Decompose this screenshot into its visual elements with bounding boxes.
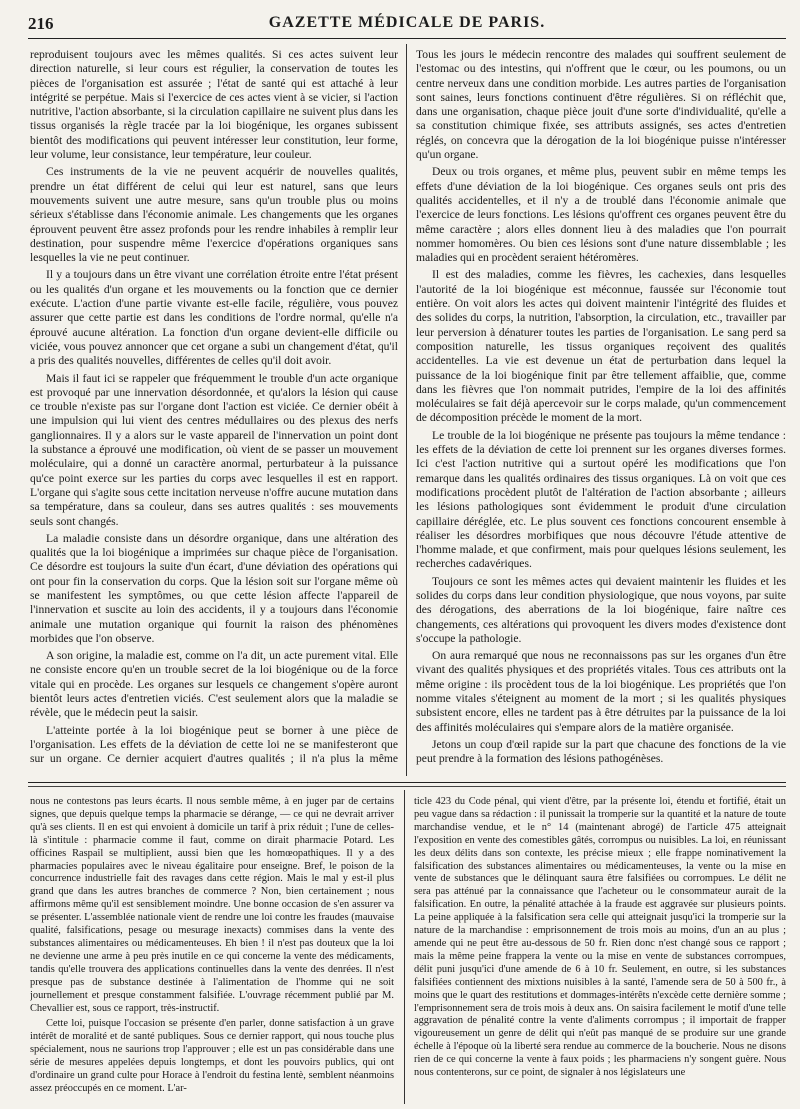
paragraph: Mais il faut ici se rappeler que fréquemment le trouble d'un acte organique est provoqué par une innervation désordonnée, et qu'alors la lésion qui cause ce trouble n'existe pas sur l'organe dont l'action est viciée. Ce dernier obéit à une impulsion qui lui vient des centres médullaires ou des plexus des nerfs ganglionnaires. Il y a alors sur le vaste appareil de l'innervation un point dont la substance a éprouvé une modification, où vient de se passer un mouvement moléculaire, qui a donné un caractère anormal, perturbateur à la puissance qu'ce point exerce sur les parties du corps avec lesquelles il est en rapport. L'organe qui s'agite sous cette incitation nerveuse n'offre aucune mutation dans sa température, dans sa couleur, dans ses autres qualités : ses mouvements seuls sont changés. [30,371,398,528]
paragraph: ticle 423 du Code pénal, qui vient d'être, par la présente loi, étendu et fortifié, était un peu vague dans sa rédaction : il punissait la tromperie sur la quantité et la nature de toute marchandise vendue, et le n° 14 (maintenant abrogé) de l'article 475 atteignait l'exposition en vente des comestibles gâtés, corrompus ou nuisibles. La loi, en réunissant les deux délits dans son contexte, les précise mieux ; elle frappe nominativement la falsification des substances alimentaires ou médicamenteuses, la vente ou la mise en vente de substances que le délinquant saura être falsifiées ou corrompues. Le délit ne sera pas atténué par la connaissance que l'acheteur ou le consommateur aurait de la falsification. En outre, la pénalité attachée à la fraude est aggravée sur plusieurs points. La peine appliquée à la falsification sera celle qui atteignait jusqu'ici la tromperie sur la nature de la marchandise : emprisonnement de trois mois au moins, d'un an au plus ; amende qui ne peut être au-dessous de 50 fr. Rien donc n'est changé sous ce rapport ; mais la même peine frappera la vente ou la mise en vente de substances corrompues, délit puni jusqu'ici d'une amende de 6 à 10 fr. Seulement, en outre, si les substances falsifiées contiennent des mixtions nuisibles à la santé, l'amende sera de 50 à 500 fr., à moins que le quart des restitutions et dommages-intérêts n'excède cette dernière somme ; l'emprisonnement sera de trois mois à deux ans. On saisira facilement le motif d'une telle aggravation de pénalité contre la vente d'aliments corrompus ; il importait de frapper vigoureusement un genre de délit qui n'eût pas manqué de se produire sur une grande échelle à l'époque où la liberté sera rendue au commerce de la boucherie. Nous ne disons rien de ce qui concerne la vente à faux poids ; les pharmaciens n'y songent guère. Nous nous contenterons, sur ce point, de signaler à nos législateurs une [414,796,786,1079]
left-column-top [30,48,398,768]
paragraph: Il y a toujours dans un être vivant une corrélation étroite entre l'état présent ou les qualités d'un organe et les mouvements ou la fonction que ce dernier exécute. L'action d'une partie vivante est-elle facile, régulière, vous pouvez assurer que cette partie est dans les conditions de l'ordre normal, qu'elle n'a éprouvé aucune altération. La fonction d'un organe devient-elle difficile ou viciée, vous pouvez annoncer que cet organe a subi un changement d'état, qu'il a pris des qualités nouvelles, différentes de celles qu'il doit avoir. [30,268,398,368]
paragraph: Cette loi, puisque l'occasion se présente d'en parler, donne satisfaction à un grave intérêt de moralité et de santé publiques. Sous ce dernier rapport, qui nous touche plus spécialement, nous ne saurions trop l'approuver ; elle est un pas considérable dans une série de mesures appelées depuis longtemps, et dont les pouvoirs publics, qui ont d'ordinaire un grand culte pour Horace à l'endroit du festina lentè, semblent néanmoins assez préoccupés en ce moment. L'ar- [30,1018,394,1094]
paragraph: On aura remarqué que nous ne reconnaissons pas sur les organes d'un être vivant des qualités physiques et des propriétés vitales. Tous ces attributs ont la même origine : ils procèdent tous de la loi biogénique. Les propriétés que l'on nomme vitales s'éteignent au moment de la mort ; si les qualités physiques subsistent encore, elles ne tardent pas à être détruites par la puissance de la loi des affinités moléculaires qui s'empare alors de la matière organisée. [416,649,786,734]
column-divider-bottom [404,790,405,1104]
paragraph: L'atteinte portée à la loi biogénique peut se borner à une pièce de l'organisation. Les effets de la déviation de cette loi ne se manifesteront que sur un organe. Ce dernier acquiert d'autres qualités ; il n'a plus la même [30,723,398,766]
paragraph: reproduisent toujours avec les mêmes qualités. Si ces actes suivent leur direction naturelle, si leur cours est régulier, la conservation de toutes les pièces de l'organisation est assurée ; l'état de santé qui est attaché à leur intégrité se perpétue. Mais si l'exercice de ces actes vient à se vicier, si l'action nutritive, l'action absorbante, si la circulation capillaire ne suivent plus dans les tissus organisés la règle tracée par la loi biogénique, les organes subissent bientôt des modifications qui peuvent intéresser leur constitution, leur forme, leur volume, leur consistance, leur température, leur couleur. [30,48,398,162]
page-number: 216 [28,14,54,33]
column-divider-top [406,44,407,776]
paragraph: La maladie consiste dans un désordre organique, dans une altération des qualités que la loi biogénique a imprimées sur chaque pièce de l'organisation. Ce désordre est toujours la suite d'un écart, d'une déviation des opérations qui ont pour fin la conservation du corps. Que la lésion soit sur l'organe même où se manifestent les symptômes, ou que cette lésion affecte l'appareil de l'innervation et suscite au loin des accidents, il y a toujours dans l'économie animale une mutation organique qui fournit la raison des phénomènes morbides que l'on observe. [30,531,398,645]
journal-title: GAZETTE MÉDICALE DE PARIS. [268,14,546,31]
feuilleton-divider-thin [28,786,786,787]
paragraph: A son origine, la maladie est, comme on l'a dit, un acte purement vital. Elle ne consiste encore qu'en un trouble secret de la loi biogénique ou de la force vitale qui en procède. Les organes sur lesquels ce changement s'opère auront bientôt leurs actes d'entretien viciés. C'est seulement alors que la maladie se révèle, que le médecin peut la saisir. [30,649,398,720]
paragraph: Ces instruments de la vie ne peuvent acquérir de nouvelles qualités, prendre un état différent de celui qui leur est naturel, sans que leurs mouvements suivent une autre mesure, sans qu'un trouble plus ou moins sérieux s'établisse dans l'économie animale. Les changements que les organes éprouvent peuvent être assez profonds pour les rendre inhabiles à remplir leur destination, pour suspendre même l'exercice d'opérations organiques sans lesquelles la vie ne peut continuer. [30,165,398,265]
paragraph: Tous les jours le médecin rencontre des malades qui souffrent seulement de l'estomac ou des intestins, qui n'offrent que le cœur, ou les poumons, ou un centre nerveux dans une condition morbide. Les autres parties de l'organisation sont saines, leurs fonctions continuent d'être régulières. Si on réfléchit que, dans une organisation, chaque pièce jouit d'une sorte d'individualité, qu'elle a sa constitution chimique fixée, ses attributs assignés, ses actes d'entretien réglés, on concevra que la dérogation de la loi biogénique puisse n'intéresser qu'un organe. [416,48,786,162]
page-header [28,12,786,39]
right-column-top [416,48,786,768]
paragraph: nous ne contestons pas leurs écarts. Il nous semble même, à en juger par de certains signes, que depuis quelque temps la pharmacie se dérange, — ce qui ne devrait arriver qu'à ses clients. Il en est qui envoient à domicile un tarif à prix réduit ; l'une de celles-là s'intitule : pharmacie comme il faut, comme on dirait pharmacie Potard. Les officines Raspail se multiplient, aussi bien que les homœopathiques. Il y a des pharmacies populaires avec le niveau égalitaire pour enseigne. Bref, le poison de la concurrence industrielle fait des ravages dans cette région. Mais le mal y est-il plus grand que dans les autres branches de commerce ? Non, bien certainement ; nous affirmons même qu'il est sensiblement moindre. Une bonne occasion de s'en assurer va se présenter. L'assemblée nationale vient de rendre une loi contre les fraudes (mauvaise qualité, falsifications, pesage ou mesurage inexacts) commises dans la vente des substances alimentaires ou médicamenteuses. Eh bien ! il n'est pas douteux que la loi ne devienne une arme à peu près inutile en ce qui concerne la vente des médicaments, tandis qu'elle trouvera des applications continuelles dans la vente des denrées. Il n'est presque pas de substance destinée à l'alimentation de l'homme qui ne soit journellement et presque constamment falsifiée. L'ouvrage récemment publié par M. Chevallier est, sous ce rapport, très-instructif. [30,796,394,1014]
feuilleton-right-column [414,796,786,1102]
paragraph: Le trouble de la loi biogénique ne présente pas toujours la même tendance : les effets de la déviation de cette loi prennent sur les organes diverses formes. Ici c'est l'action nutritive qui a surtout opéré les modifications que l'on remarque dans les qualités ordinaires des tissus organiques. Là on voit que ces modifications procèdent plutôt de l'altération de l'action absorbante ; ailleurs les lésions pathologiques sont évidemment le produit d'une circulation capillaire déréglée, etc. Le plus souvent ces fonctions concourent ensemble à réaliser les désordres morbifiques que nous découvre l'étude attentive de l'homme malade, et que confirment, mais pour quelques lésions seulement, les recherches cadavériques. [416,428,786,571]
feuilleton-left-column [30,796,394,1102]
paragraph: Jetons un coup d'œil rapide sur la part que chacune des fonctions de la vie peut prendre à la formation des lésions pathogénèses. [416,737,786,766]
paragraph: Deux ou trois organes, et même plus, peuvent subir en même temps les effets d'une déviation de la loi biogénique. Ces organes seuls ont pris des qualités accidentelles, et il n'y a de troublé dans l'économie animale que l'exercice de leurs fonctions. Les lésions qu'offrent ces organes peuvent être du même caractère ; alors elles donnent lieu à des maladies que l'on pourrait nommer homomères. Ou bien ces lésions sont d'une nature dissemblable ; les maladies qui en procèdent seraient hétéromères. [416,165,786,265]
paragraph: Toujours ce sont les mêmes actes qui devaient maintenir les fluides et les solides du corps dans leur condition physiologique, que nous voyons, par suite des dérogations, des aberrations de la loi biogénique, faire naître ces changements, ces altérations qui provoquent les divers modes d'existence dont s'occupe la pathologie. [416,574,786,645]
feuilleton-divider [28,782,786,783]
paragraph: Il est des maladies, comme les fièvres, les cachexies, dans lesquelles l'autorité de la loi biogénique est méconnue, faussée sur l'économie tout entière. On voit alors les actes qui doivent maintenir l'intégrité des fluides et des solides du corps, la nutrition, l'absorption, la circulation, etc., travailler par leur perversion à dénaturer toutes les parties de l'organisation. Le sang perd sa composition naturelle, les tissus organiques reçoivent des qualités accidentelles. La vie est devenue un état de perturbation dans lequel la puissance de la loi biogénique finit par être tellement affaiblie, que, comme dans les fièvres que l'on nommait putrides, l'empire de la loi des affinités moléculaires se fait déjà apercevoir sur le corps malade, qu'un commencement de décomposition précède le moment de la mort. [416,268,786,425]
